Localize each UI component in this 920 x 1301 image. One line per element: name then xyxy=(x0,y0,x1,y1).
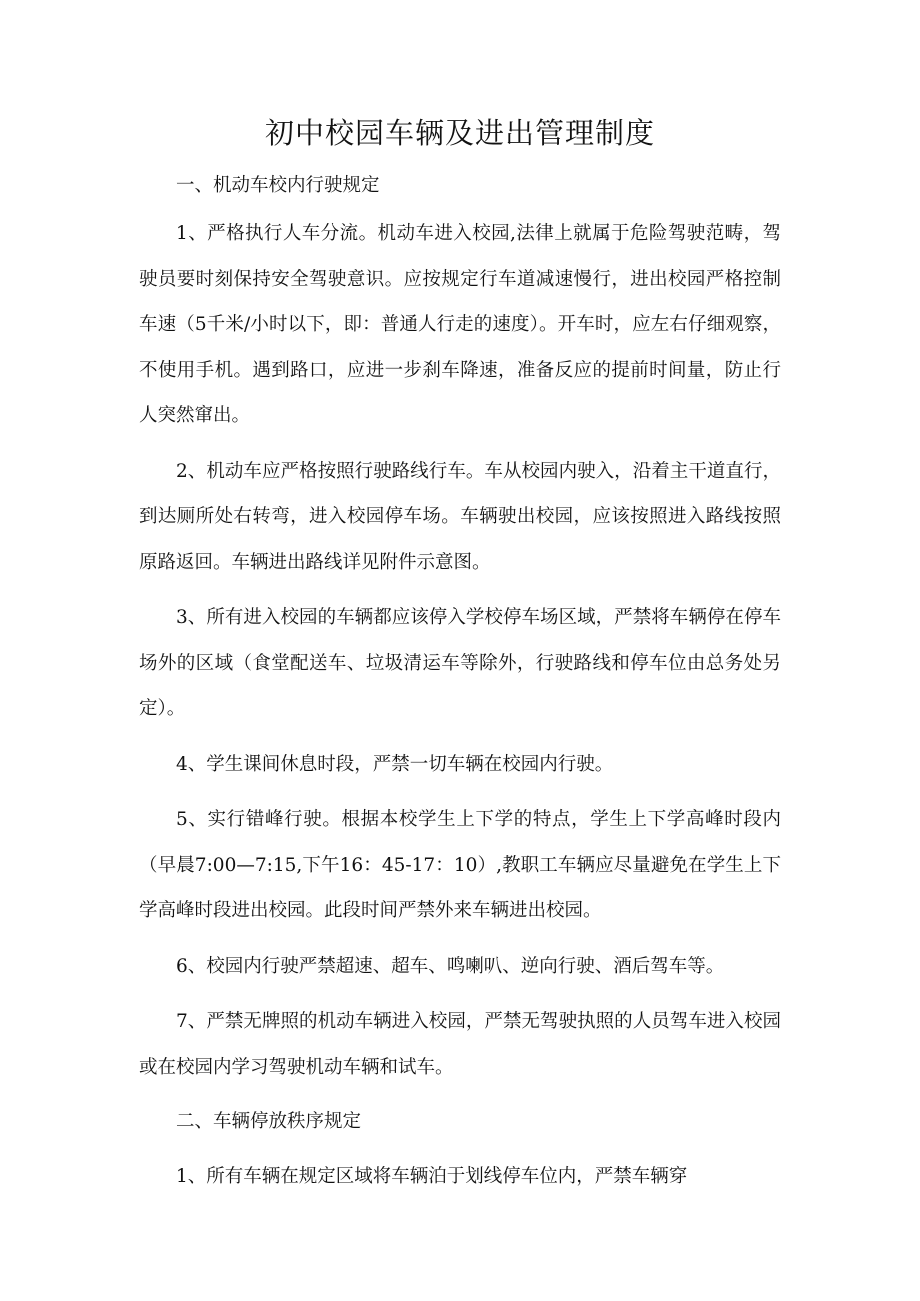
paragraph-1-3: 3、所有进入校园的车辆都应该停入学校停车场区域，严禁将车辆停在停车场外的区域（食堂配送车、垃圾清运车等除外，行驶路线和停车位由总务处另定）。 xyxy=(139,607,781,719)
paragraph-1-6: 6、校园内行驶严禁超速、超车、鸣喇叭、逆向行驶、酒后驾车等。 xyxy=(176,955,725,977)
paragraph-2-1: 1、所有车辆在规定区域将车辆泊于划线停车位内，严禁车辆穿 xyxy=(176,1166,688,1187)
paragraph-1-5: 5、实行错峰行驶。根据本校学生上下学的特点，学生上下学高峰时段内（早晨7:00—7:15,下午16：45-17：10）,教职工车辆应尽量避免在学生上下学高峰时段进出校园。此段时间严禁外来车辆进出校园。 xyxy=(139,809,781,921)
paragraph-1-4: 4、学生课间休息时段，严禁一切车辆在校园内行驶。 xyxy=(176,753,614,775)
paragraph-1-2: 2、机动车应严格按照行驶路线行车。车从校园内驶入，沿着主干道直行，到达厕所处右转弯，进入校园停车场。车辆驶出校园，应该按照进入路线按照原路返回。车辆进出路线详见附件示意图。 xyxy=(139,460,781,573)
document-body xyxy=(139,164,781,1200)
paragraph-1-1: 1、严格执行人车分流。机动车进入校园,法律上就属于危险驾驶范畴，驾驶员要时刻保持安全驾驶意识。应按规定行车道减速慢行，进出校园严格控制车速（5千米/小时以下，即：普通人行走的速度）。开车时，应左右仔细观察，不使用手机。遇到路口，应进一步刹车降速，准备反应的提前时间量，防止行人突然窜出。 xyxy=(139,223,781,426)
section-heading-1: 一、机动车校内行驶规定 xyxy=(176,175,380,196)
document-title: 初中校园车辆及进出管理制度 xyxy=(264,116,655,150)
paragraph-1-7: 7、严禁无牌照的机动车辆进入校园，严禁无驾驶执照的人员驾车进入校园或在校园内学习驾驶机动车辆和试车。 xyxy=(139,1011,781,1078)
section-heading-2: 二、车辆停放秩序规定 xyxy=(176,1111,362,1132)
